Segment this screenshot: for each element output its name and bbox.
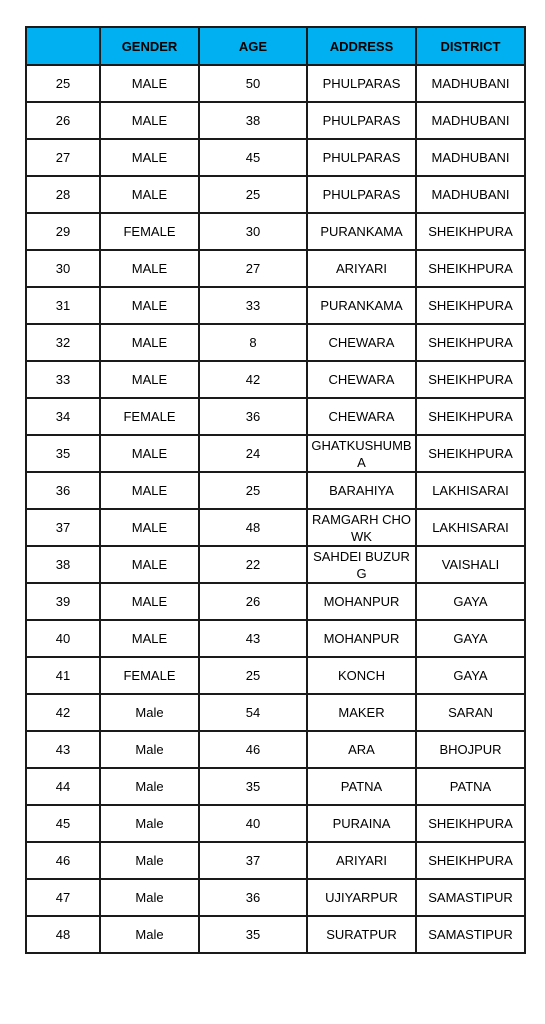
- cell-age: 50: [199, 65, 307, 102]
- cell-address: CHEWARA: [307, 324, 416, 361]
- table-row: [26, 361, 525, 398]
- table-row: [26, 620, 525, 657]
- table-row: [26, 176, 525, 213]
- cell-age: 36: [199, 398, 307, 435]
- cell-age: 26: [199, 583, 307, 620]
- header-cell-address: ADDRESS: [307, 27, 416, 65]
- cell-gender: MALE: [100, 435, 199, 472]
- cell-index: 28: [26, 176, 100, 213]
- cell-district: MADHUBANI: [416, 139, 525, 176]
- cell-age: 46: [199, 731, 307, 768]
- cell-age: 42: [199, 361, 307, 398]
- cell-district: VAISHALI: [416, 546, 525, 583]
- cell-district: BHOJPUR: [416, 731, 525, 768]
- table-row: [26, 731, 525, 768]
- cell-age: 38: [199, 102, 307, 139]
- cell-age: 24: [199, 435, 307, 472]
- cell-gender: Male: [100, 916, 199, 953]
- cell-gender: MALE: [100, 361, 199, 398]
- header-cell-age: AGE: [199, 27, 307, 65]
- cell-address: SAHDEI BUZURG: [307, 546, 416, 583]
- cell-address: PHULPARAS: [307, 176, 416, 213]
- table-row: [26, 694, 525, 731]
- header-cell-gender: GENDER: [100, 27, 199, 65]
- cell-index: 37: [26, 509, 100, 546]
- table-row: [26, 916, 525, 953]
- cell-district: PATNA: [416, 768, 525, 805]
- cell-index: 46: [26, 842, 100, 879]
- table-row: [26, 435, 525, 472]
- cell-district: LAKHISARAI: [416, 472, 525, 509]
- cell-index: 40: [26, 620, 100, 657]
- cell-address: PATNA: [307, 768, 416, 805]
- cell-district: SAMASTIPUR: [416, 916, 525, 953]
- cell-gender: Male: [100, 805, 199, 842]
- cell-address: KONCH: [307, 657, 416, 694]
- cell-gender: MALE: [100, 287, 199, 324]
- header-row: [26, 27, 525, 65]
- cell-district: GAYA: [416, 583, 525, 620]
- cell-age: 25: [199, 472, 307, 509]
- cell-gender: FEMALE: [100, 398, 199, 435]
- cell-gender: MALE: [100, 176, 199, 213]
- cell-address: PURANKAMA: [307, 213, 416, 250]
- cell-index: 26: [26, 102, 100, 139]
- cell-age: 48: [199, 509, 307, 546]
- cell-address: GHATKUSHUMBA: [307, 435, 416, 472]
- cell-district: SHEIKHPURA: [416, 435, 525, 472]
- table-row: [26, 287, 525, 324]
- cell-age: 43: [199, 620, 307, 657]
- cell-district: GAYA: [416, 620, 525, 657]
- table-row: [26, 139, 525, 176]
- cell-age: 40: [199, 805, 307, 842]
- cell-address: ARIYARI: [307, 842, 416, 879]
- cell-gender: MALE: [100, 139, 199, 176]
- cell-index: 43: [26, 731, 100, 768]
- cell-index: 27: [26, 139, 100, 176]
- cell-gender: MALE: [100, 472, 199, 509]
- cell-gender: Male: [100, 694, 199, 731]
- cell-index: 48: [26, 916, 100, 953]
- cell-index: 36: [26, 472, 100, 509]
- cell-district: SARAN: [416, 694, 525, 731]
- cell-index: 42: [26, 694, 100, 731]
- table-row: [26, 546, 525, 583]
- cell-age: 37: [199, 842, 307, 879]
- cell-district: SAMASTIPUR: [416, 879, 525, 916]
- header-cell-index: [26, 27, 100, 65]
- cell-district: MADHUBANI: [416, 102, 525, 139]
- cell-age: 45: [199, 139, 307, 176]
- cell-gender: MALE: [100, 65, 199, 102]
- cell-age: 35: [199, 768, 307, 805]
- cell-district: SHEIKHPURA: [416, 398, 525, 435]
- cell-index: 29: [26, 213, 100, 250]
- table-row: [26, 768, 525, 805]
- cell-age: 36: [199, 879, 307, 916]
- cell-index: 34: [26, 398, 100, 435]
- cell-gender: MALE: [100, 509, 199, 546]
- cell-age: 33: [199, 287, 307, 324]
- table-header: [26, 27, 525, 65]
- cell-address: PURAINA: [307, 805, 416, 842]
- cell-district: GAYA: [416, 657, 525, 694]
- cell-gender: Male: [100, 731, 199, 768]
- cell-gender: Male: [100, 879, 199, 916]
- cell-address: BARAHIYA: [307, 472, 416, 509]
- cell-address: MAKER: [307, 694, 416, 731]
- cell-index: 47: [26, 879, 100, 916]
- cell-gender: MALE: [100, 250, 199, 287]
- cell-district: SHEIKHPURA: [416, 250, 525, 287]
- cell-address: MOHANPUR: [307, 583, 416, 620]
- cell-district: SHEIKHPURA: [416, 213, 525, 250]
- cell-index: 39: [26, 583, 100, 620]
- cell-address: SURATPUR: [307, 916, 416, 953]
- cell-index: 33: [26, 361, 100, 398]
- cell-district: SHEIKHPURA: [416, 287, 525, 324]
- cell-age: 30: [199, 213, 307, 250]
- table-row: [26, 509, 525, 546]
- cell-age: 35: [199, 916, 307, 953]
- table-row: [26, 102, 525, 139]
- cell-district: MADHUBANI: [416, 176, 525, 213]
- cell-age: 27: [199, 250, 307, 287]
- cell-gender: FEMALE: [100, 213, 199, 250]
- cell-address: MOHANPUR: [307, 620, 416, 657]
- cell-gender: MALE: [100, 324, 199, 361]
- cell-gender: MALE: [100, 620, 199, 657]
- table-row: [26, 879, 525, 916]
- cell-gender: FEMALE: [100, 657, 199, 694]
- cell-address: PURANKAMA: [307, 287, 416, 324]
- cell-age: 54: [199, 694, 307, 731]
- cell-age: 25: [199, 657, 307, 694]
- cell-district: SHEIKHPURA: [416, 842, 525, 879]
- cell-address: ARA: [307, 731, 416, 768]
- cell-address: PHULPARAS: [307, 139, 416, 176]
- cell-index: 45: [26, 805, 100, 842]
- cell-district: SHEIKHPURA: [416, 361, 525, 398]
- data-table: [25, 26, 526, 954]
- cell-index: 41: [26, 657, 100, 694]
- cell-index: 31: [26, 287, 100, 324]
- table-row: [26, 213, 525, 250]
- table-row: [26, 250, 525, 287]
- cell-age: 25: [199, 176, 307, 213]
- header-cell-district: DISTRICT: [416, 27, 525, 65]
- cell-index: 44: [26, 768, 100, 805]
- cell-address: PHULPARAS: [307, 102, 416, 139]
- cell-district: LAKHISARAI: [416, 509, 525, 546]
- cell-address: CHEWARA: [307, 361, 416, 398]
- cell-age: 22: [199, 546, 307, 583]
- cell-gender: Male: [100, 768, 199, 805]
- cell-gender: MALE: [100, 546, 199, 583]
- cell-index: 30: [26, 250, 100, 287]
- cell-gender: MALE: [100, 102, 199, 139]
- table-row: [26, 657, 525, 694]
- cell-address: CHEWARA: [307, 398, 416, 435]
- table-row: [26, 842, 525, 879]
- cell-address: RAMGARH CHOWK: [307, 509, 416, 546]
- cell-gender: Male: [100, 842, 199, 879]
- cell-district: SHEIKHPURA: [416, 805, 525, 842]
- cell-index: 35: [26, 435, 100, 472]
- table-row: [26, 324, 525, 361]
- table-row: [26, 65, 525, 102]
- table-row: [26, 472, 525, 509]
- cell-address: UJIYARPUR: [307, 879, 416, 916]
- table-row: [26, 805, 525, 842]
- cell-gender: MALE: [100, 583, 199, 620]
- table-row: [26, 583, 525, 620]
- cell-address: ARIYARI: [307, 250, 416, 287]
- cell-district: MADHUBANI: [416, 65, 525, 102]
- table-row: [26, 398, 525, 435]
- cell-index: 32: [26, 324, 100, 361]
- cell-district: SHEIKHPURA: [416, 324, 525, 361]
- table-body: [26, 65, 525, 953]
- cell-index: 25: [26, 65, 100, 102]
- cell-address: PHULPARAS: [307, 65, 416, 102]
- cell-index: 38: [26, 546, 100, 583]
- cell-age: 8: [199, 324, 307, 361]
